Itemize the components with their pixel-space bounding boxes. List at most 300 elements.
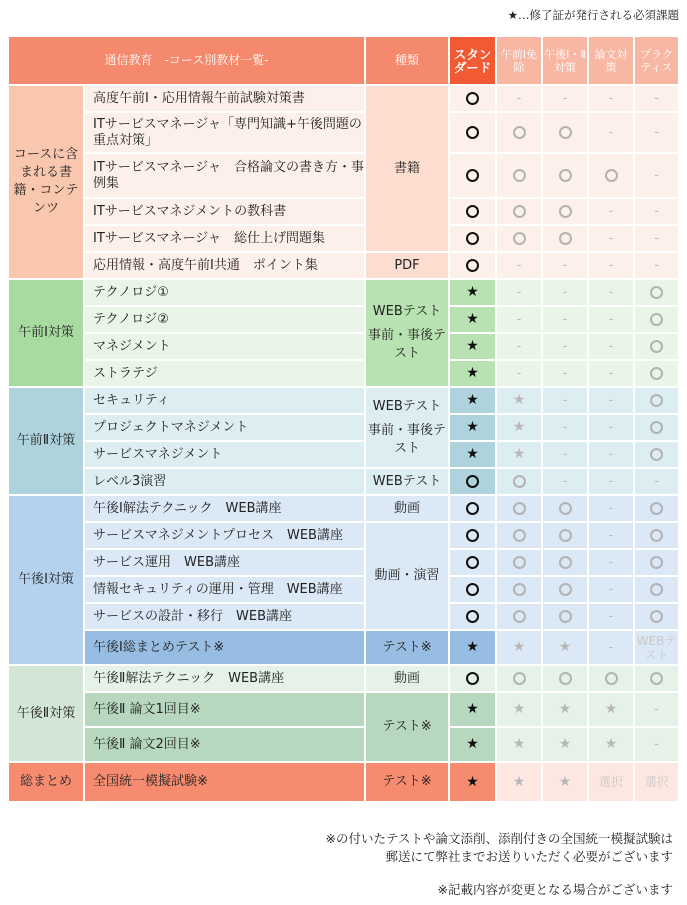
circle-mark-icon xyxy=(513,556,526,569)
dash-mark: - xyxy=(608,555,614,570)
mark-cell xyxy=(497,550,541,575)
mark-cell xyxy=(450,728,495,761)
material-label: テクノロジ① xyxy=(85,280,364,305)
mark-cell xyxy=(497,496,541,521)
material-label: 午後Ⅱ解法テクニック WEB講座 xyxy=(85,666,364,691)
mark-cell xyxy=(450,334,495,359)
mark-cell xyxy=(589,728,633,761)
mark-cell xyxy=(635,577,678,602)
mark-cell xyxy=(635,604,678,629)
dash-mark: - xyxy=(654,168,659,183)
circle-mark-icon xyxy=(559,232,572,245)
material-type-label: WEBテスト xyxy=(372,473,442,489)
dash-mark: - xyxy=(608,285,614,300)
dash-mark: - xyxy=(516,312,522,327)
table-row xyxy=(9,442,678,467)
material-type xyxy=(366,280,448,386)
mark-cell xyxy=(497,763,541,801)
star-mark-icon: ★ xyxy=(466,701,479,717)
mark-cell xyxy=(543,388,587,413)
mark-cell xyxy=(635,523,678,548)
material-label: レベル3演習 xyxy=(85,469,364,494)
mark-cell xyxy=(497,361,541,386)
mark-cell xyxy=(543,496,587,521)
mark-cell xyxy=(543,199,587,224)
dash-mark: - xyxy=(654,737,659,752)
material-type xyxy=(366,693,448,761)
table-row xyxy=(9,415,678,440)
material-label: ITサービスマネジメントの教科書 xyxy=(85,199,364,224)
mark-cell xyxy=(635,253,678,278)
section-category: 午後Ⅱ対策 xyxy=(9,666,83,761)
dash-mark: - xyxy=(516,339,522,354)
dash-mark: - xyxy=(608,609,614,624)
table-row xyxy=(9,631,678,664)
mark-cell xyxy=(450,496,495,521)
circle-mark-icon xyxy=(650,672,663,685)
mark-cell xyxy=(497,280,541,305)
table-row xyxy=(9,763,678,801)
material-type xyxy=(366,253,448,278)
material-type xyxy=(366,523,448,629)
material-type-label: 動画 xyxy=(393,670,420,686)
star-mark-light-icon: ★ xyxy=(558,736,572,752)
star-mark-light-icon: ★ xyxy=(558,701,572,717)
mark-cell xyxy=(450,577,495,602)
header-practice: プラクティス xyxy=(635,37,678,84)
mark-cell xyxy=(635,442,678,467)
table-row xyxy=(9,307,678,332)
circle-mark-icon xyxy=(559,556,572,569)
mark-cell xyxy=(635,550,678,575)
mark-cell xyxy=(589,86,633,111)
mark-cell xyxy=(497,577,541,602)
material-type-sub: 事前・事後テスト xyxy=(367,422,446,456)
mark-cell xyxy=(450,388,495,413)
material-type-label: 動画 xyxy=(393,500,420,516)
star-mark-light-icon: ★ xyxy=(604,736,618,752)
star-mark-icon: ★ xyxy=(466,639,479,655)
dash-mark: - xyxy=(608,204,614,219)
circle-mark-icon xyxy=(513,583,526,596)
dash-mark: - xyxy=(562,258,568,273)
mark-text: 選択 xyxy=(644,775,669,789)
header-gogo-taisaku: 午後Ⅰ・Ⅱ対策 xyxy=(543,37,587,84)
mark-cell xyxy=(543,415,587,440)
header-title: 通信教育 -コース別教材一覧- xyxy=(9,37,364,84)
material-label: 午後Ⅱ 論文2回目※ xyxy=(85,728,364,761)
table-row xyxy=(9,226,678,251)
circle-mark-icon xyxy=(559,610,572,623)
mark-cell xyxy=(543,763,587,801)
section-category: 午前Ⅰ対策 xyxy=(9,280,83,386)
mark-cell xyxy=(543,577,587,602)
dash-mark: - xyxy=(654,91,659,106)
star-mark-icon: ★ xyxy=(466,365,479,381)
mark-cell xyxy=(543,666,587,691)
material-type xyxy=(366,496,448,521)
dash-mark: - xyxy=(654,258,659,273)
circle-mark-icon xyxy=(513,126,526,139)
material-label: 午後Ⅰ解法テクニック WEB講座 xyxy=(85,496,364,521)
mark-cell xyxy=(450,469,495,494)
circle-mark-bold-icon xyxy=(466,169,479,182)
mark-cell xyxy=(589,763,633,801)
table-header-row xyxy=(9,37,678,84)
mark-cell xyxy=(635,415,678,440)
mark-cell xyxy=(450,199,495,224)
mark-cell xyxy=(635,86,678,111)
dash-mark: - xyxy=(562,420,568,435)
circle-mark-icon xyxy=(650,286,663,299)
mark-cell xyxy=(497,199,541,224)
circle-mark-icon xyxy=(513,529,526,542)
star-mark-light-icon: ★ xyxy=(512,639,526,655)
mark-cell xyxy=(543,86,587,111)
mark-cell xyxy=(497,226,541,251)
mark-cell xyxy=(589,154,633,197)
circle-mark-icon xyxy=(513,610,526,623)
mark-cell xyxy=(543,728,587,761)
material-label: 午後Ⅱ 論文1回目※ xyxy=(85,693,364,726)
circle-mark-bold-icon xyxy=(466,610,479,623)
mark-cell xyxy=(543,604,587,629)
material-type-label: WEBテスト xyxy=(372,398,442,414)
mark-cell xyxy=(589,604,633,629)
dash-mark: - xyxy=(654,702,659,717)
circle-mark-icon xyxy=(650,610,663,623)
mark-cell xyxy=(497,604,541,629)
mark-cell xyxy=(497,415,541,440)
circle-mark-icon xyxy=(513,232,526,245)
mark-cell xyxy=(589,469,633,494)
table-row xyxy=(9,550,678,575)
material-type xyxy=(366,666,448,691)
circle-mark-bold-icon xyxy=(466,232,479,245)
mark-cell xyxy=(589,577,633,602)
material-label: 情報セキュリティの運用・管理 WEB講座 xyxy=(85,577,364,602)
footnote-line-2: 郵送にて弊社までお送りいただく必要がございます xyxy=(385,849,673,864)
material-type-label: 動画・演習 xyxy=(374,568,440,583)
dash-mark: - xyxy=(562,285,568,300)
mark-cell xyxy=(635,154,678,197)
star-mark-light-icon: ★ xyxy=(512,773,526,790)
circle-mark-icon xyxy=(513,672,526,685)
star-mark-light-icon: ★ xyxy=(512,446,526,462)
circle-mark-bold-icon xyxy=(466,529,479,542)
star-mark-icon: ★ xyxy=(466,338,479,354)
footnotes xyxy=(326,830,673,899)
star-mark-icon: ★ xyxy=(466,284,479,300)
mark-cell xyxy=(589,226,633,251)
mark-cell xyxy=(450,763,495,801)
circle-mark-bold-icon xyxy=(466,672,479,685)
star-mark-light-icon: ★ xyxy=(512,736,526,752)
dash-mark: - xyxy=(562,339,568,354)
mark-cell xyxy=(450,113,495,152)
mark-cell xyxy=(635,334,678,359)
circle-mark-bold-icon xyxy=(466,475,479,488)
mark-cell xyxy=(450,550,495,575)
star-mark-icon: ★ xyxy=(466,736,479,752)
circle-mark-icon xyxy=(559,583,572,596)
mark-cell xyxy=(543,307,587,332)
material-label: 全国統一模擬試験※ xyxy=(85,763,364,801)
material-label: マネジメント xyxy=(85,334,364,359)
circle-mark-bold-icon xyxy=(466,502,479,515)
mark-cell xyxy=(497,113,541,152)
material-type-label: テスト※ xyxy=(382,639,432,655)
circle-mark-bold-icon xyxy=(466,92,479,105)
mark-cell xyxy=(450,154,495,197)
mark-cell xyxy=(589,631,633,664)
circle-mark-icon xyxy=(513,475,526,488)
mark-cell xyxy=(450,307,495,332)
table-row xyxy=(9,388,678,413)
star-mark-light-icon: ★ xyxy=(558,639,572,655)
mark-cell xyxy=(635,113,678,152)
star-mark-icon: ★ xyxy=(466,446,479,462)
dash-mark: - xyxy=(562,447,568,462)
mark-cell xyxy=(497,469,541,494)
star-mark-icon: ★ xyxy=(466,392,479,408)
table-row xyxy=(9,469,678,494)
header-ronbun: 論文対策 xyxy=(589,37,633,84)
material-type-label: WEBテスト xyxy=(372,304,442,319)
table-row xyxy=(9,253,678,278)
material-type xyxy=(366,469,448,494)
mark-cell xyxy=(497,253,541,278)
mark-cell xyxy=(497,631,541,664)
table-row xyxy=(9,154,678,197)
dash-mark: - xyxy=(562,366,568,381)
mark-cell xyxy=(635,496,678,521)
dash-mark: - xyxy=(608,91,614,106)
mark-cell xyxy=(543,226,587,251)
mark-cell xyxy=(543,361,587,386)
mark-cell xyxy=(497,693,541,726)
table-row xyxy=(9,577,678,602)
mark-cell xyxy=(635,361,678,386)
mark-cell xyxy=(450,631,495,664)
dash-mark: - xyxy=(608,474,614,489)
mark-text: WEBテスト xyxy=(636,633,677,662)
material-type xyxy=(366,763,448,801)
table-row xyxy=(9,496,678,521)
material-label: 応用情報・高度午前Ⅰ共通 ポイント集 xyxy=(85,253,364,278)
mark-cell xyxy=(589,361,633,386)
mark-cell xyxy=(589,523,633,548)
mark-cell xyxy=(543,334,587,359)
circle-mark-bold-icon xyxy=(466,205,479,218)
dash-mark: - xyxy=(654,231,659,246)
dash-mark: - xyxy=(654,125,659,140)
mark-cell xyxy=(635,307,678,332)
mark-cell xyxy=(450,693,495,726)
circle-mark-icon xyxy=(559,126,572,139)
material-label: ITサービスマネージャ 総仕上げ問題集 xyxy=(85,226,364,251)
circle-mark-icon xyxy=(513,205,526,218)
material-label: ITサービスマネージャ「専門知識+午後問題の重点対策」 xyxy=(85,113,364,152)
circle-mark-icon xyxy=(605,672,618,685)
dash-mark: - xyxy=(608,258,614,273)
mark-cell xyxy=(450,86,495,111)
mark-cell xyxy=(543,550,587,575)
material-label: 高度午前Ⅰ・応用情報午前試験対策書 xyxy=(85,86,364,111)
mark-cell xyxy=(589,388,633,413)
mark-cell xyxy=(635,226,678,251)
mark-cell xyxy=(589,253,633,278)
star-mark-light-icon: ★ xyxy=(512,701,526,717)
mark-cell xyxy=(543,280,587,305)
mark-cell xyxy=(543,631,587,664)
mark-cell xyxy=(497,334,541,359)
mark-cell xyxy=(497,666,541,691)
circle-mark-icon xyxy=(650,502,663,515)
circle-mark-bold-icon xyxy=(466,556,479,569)
circle-mark-icon xyxy=(650,583,663,596)
circle-mark-icon xyxy=(650,313,663,326)
mark-cell xyxy=(635,388,678,413)
section-category: 午後Ⅰ対策 xyxy=(9,496,83,664)
mark-cell xyxy=(543,154,587,197)
table-row xyxy=(9,199,678,224)
mark-cell xyxy=(450,253,495,278)
mark-cell xyxy=(450,361,495,386)
circle-mark-bold-icon xyxy=(466,259,479,272)
table-row xyxy=(9,523,678,548)
material-type xyxy=(366,86,448,251)
mark-cell xyxy=(497,728,541,761)
dash-mark: - xyxy=(516,91,522,106)
mark-cell xyxy=(450,280,495,305)
mark-cell xyxy=(635,469,678,494)
dash-mark: - xyxy=(562,393,568,408)
circle-mark-icon xyxy=(650,421,663,434)
mark-cell xyxy=(635,631,678,664)
material-label: セキュリティ xyxy=(85,388,364,413)
table-row xyxy=(9,280,678,305)
mark-cell xyxy=(543,113,587,152)
dash-mark: - xyxy=(516,258,522,273)
mark-cell xyxy=(497,307,541,332)
dash-mark: - xyxy=(608,640,614,655)
material-label: テクノロジ② xyxy=(85,307,364,332)
mark-cell xyxy=(497,86,541,111)
mark-cell xyxy=(589,334,633,359)
course-materials-table xyxy=(7,35,680,803)
material-label: サービスマネジメントプロセス WEB講座 xyxy=(85,523,364,548)
header-type: 種類 xyxy=(366,37,448,84)
star-mark-icon: ★ xyxy=(466,419,479,435)
material-type-label: PDF xyxy=(394,257,420,273)
material-label: ストラテジ xyxy=(85,361,364,386)
table-row xyxy=(9,693,678,726)
material-type-sub: 事前・事後テスト xyxy=(367,328,446,361)
mark-cell xyxy=(589,199,633,224)
table-row xyxy=(9,113,678,152)
material-label: サービスの設計・移行 WEB講座 xyxy=(85,604,364,629)
table-row xyxy=(9,604,678,629)
material-type-label: テスト※ xyxy=(382,774,432,789)
circle-mark-icon xyxy=(650,448,663,461)
material-type xyxy=(366,388,448,467)
dash-mark: - xyxy=(608,528,614,543)
circle-mark-icon xyxy=(559,529,572,542)
mark-cell xyxy=(450,415,495,440)
mark-cell xyxy=(450,442,495,467)
material-label: サービス運用 WEB講座 xyxy=(85,550,364,575)
circle-mark-icon xyxy=(650,367,663,380)
dash-mark: - xyxy=(608,420,614,435)
dash-mark: - xyxy=(562,474,568,489)
mark-cell xyxy=(589,666,633,691)
material-type-label: 書籍 xyxy=(393,160,420,176)
dash-mark: - xyxy=(654,474,659,489)
star-mark-icon: ★ xyxy=(466,773,479,790)
mark-cell xyxy=(589,693,633,726)
dash-mark: - xyxy=(608,501,614,516)
material-label: サービスマネジメント xyxy=(85,442,364,467)
footnote-line-1: ※の付いたテストや論文添削、添削付きの全国統一模擬試験は xyxy=(325,831,673,846)
mark-cell xyxy=(589,442,633,467)
dash-mark: - xyxy=(608,125,614,140)
mark-cell xyxy=(589,415,633,440)
mark-cell xyxy=(497,154,541,197)
dash-mark: - xyxy=(608,393,614,408)
star-mark-light-icon: ★ xyxy=(604,701,618,717)
mark-cell xyxy=(497,388,541,413)
table-row xyxy=(9,86,678,111)
star-mark-light-icon: ★ xyxy=(512,419,526,435)
dash-mark: - xyxy=(608,231,614,246)
star-mark-light-icon: ★ xyxy=(558,773,572,790)
footnote-line-3: ※記載内容が変更となる場合がございます xyxy=(437,882,673,897)
table-row xyxy=(9,728,678,761)
material-type-label: テスト※ xyxy=(382,719,432,734)
material-label: プロジェクトマネジメント xyxy=(85,415,364,440)
mark-cell xyxy=(497,442,541,467)
mark-text: 選択 xyxy=(598,775,623,789)
mark-cell xyxy=(589,113,633,152)
mark-cell xyxy=(543,469,587,494)
circle-mark-icon xyxy=(513,169,526,182)
section-category: コースに含まれる書籍・コンテンツ xyxy=(9,86,83,278)
circle-mark-icon xyxy=(559,169,572,182)
mark-cell xyxy=(450,666,495,691)
dash-mark: - xyxy=(608,366,614,381)
circle-mark-icon xyxy=(650,556,663,569)
circle-mark-icon xyxy=(559,502,572,515)
material-label: ITサービスマネージャ 合格論文の書き方・事例集 xyxy=(85,154,364,197)
dash-mark: - xyxy=(608,312,614,327)
dash-mark: - xyxy=(562,312,568,327)
dash-mark: - xyxy=(516,366,522,381)
circle-mark-icon xyxy=(559,672,572,685)
circle-mark-icon xyxy=(605,169,618,182)
circle-mark-icon xyxy=(650,529,663,542)
circle-mark-icon xyxy=(650,340,663,353)
mark-cell xyxy=(543,693,587,726)
mark-cell xyxy=(635,199,678,224)
dash-mark: - xyxy=(562,91,568,106)
mark-cell xyxy=(589,280,633,305)
mark-cell xyxy=(589,550,633,575)
header-gozen1-exempt: 午前Ⅰ免除 xyxy=(497,37,541,84)
circle-mark-icon xyxy=(650,394,663,407)
material-type xyxy=(366,631,448,664)
circle-mark-icon xyxy=(559,205,572,218)
